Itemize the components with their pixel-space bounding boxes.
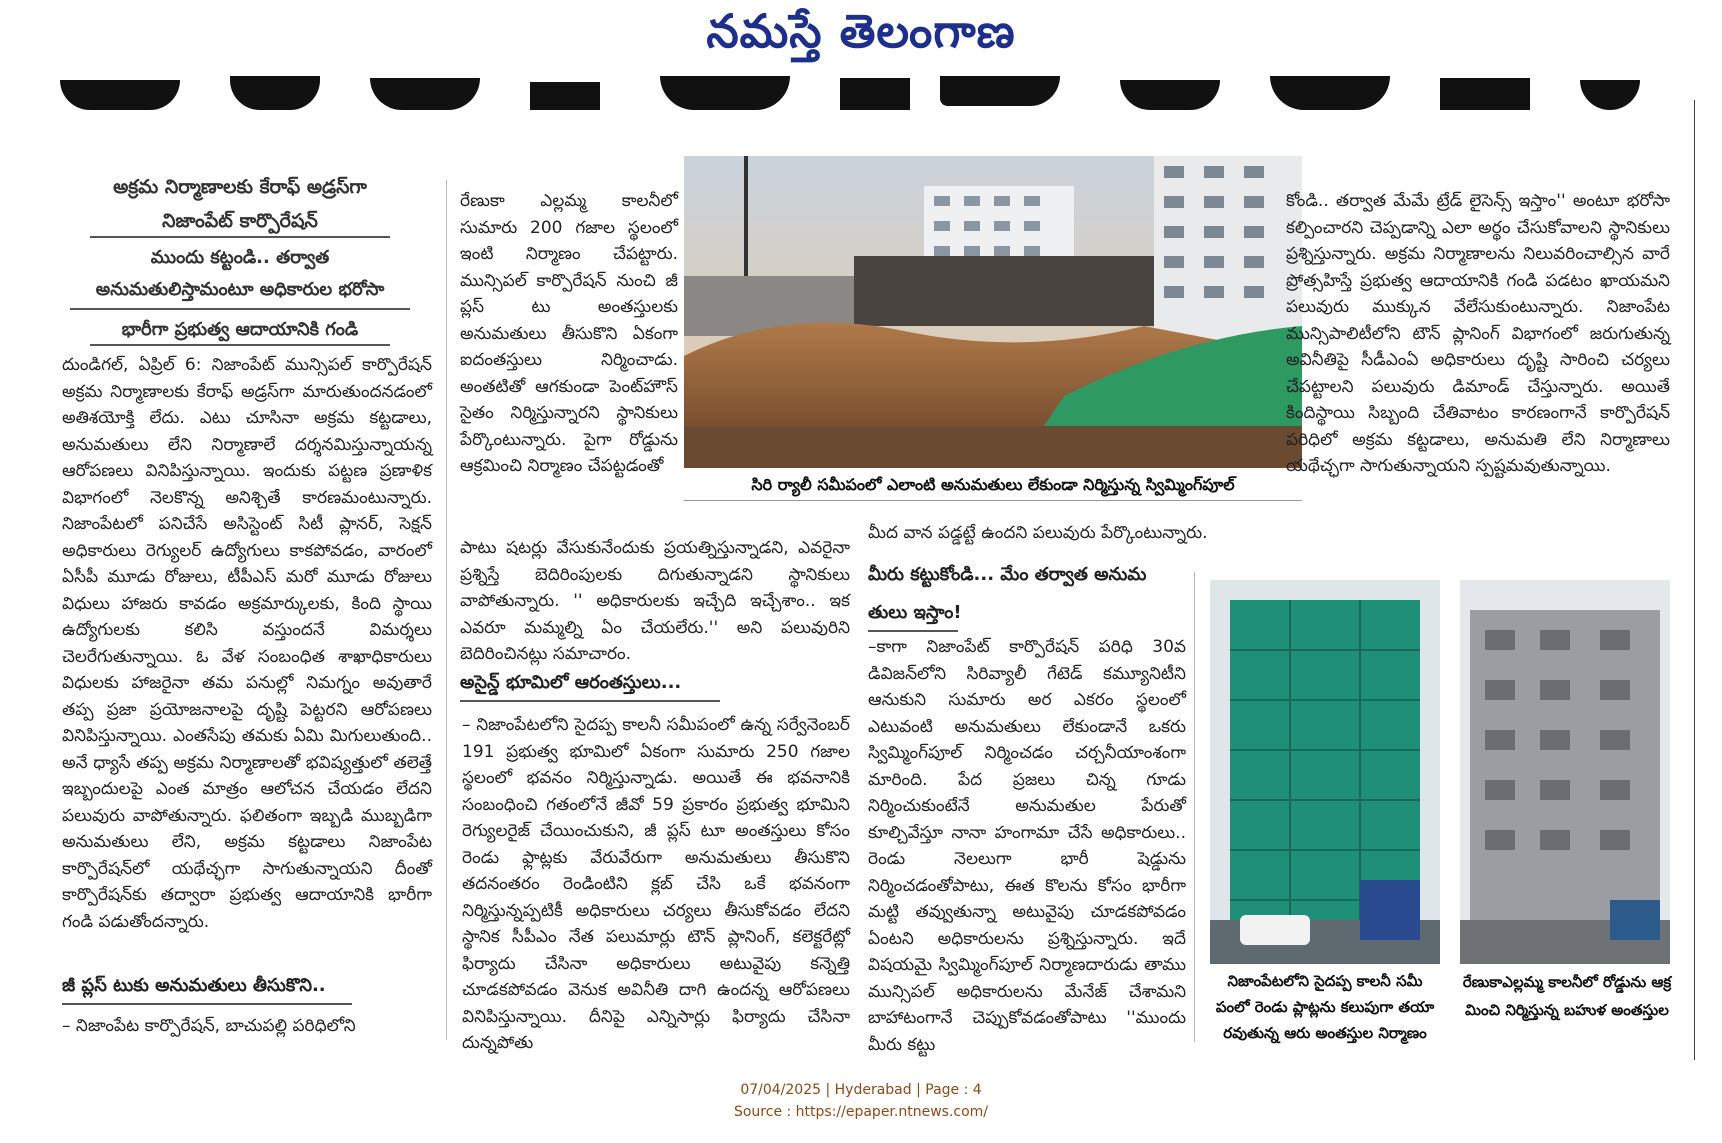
column-1-body [62,352,432,962]
headline-banner-cropped [60,76,1658,116]
divider [70,308,410,310]
kicker-line: అక్రమ నిర్మాణాలకు కేరాఫ్ అడ్రస్‌గా [113,176,367,198]
subhead-assigned-land: అసైన్డ్ భూమిలో ఆరంతస్తులు... [460,672,682,693]
divider [460,700,720,702]
masthead-logo: నమస్తే తెలంగాణ [706,4,1016,58]
footer-date-edition: 07/04/2025 | Hyderabad | Page : 4 [740,1082,982,1098]
column-4-body [1286,188,1670,548]
article-paragraph: పాటు షటర్లు వేసుకునేందుకు ప్రయత్నిస్తున్నాడని, ఎవరైనా ప్రశ్నిస్తే బెదిరింపులకు దిగుతున్నాడని స్థానికులు వాపోతున్నారు. '' అధికారులకు ఇచ్చేది ఇచ్చేశాం.. ఇక ఎవరూ మమ్మల్ని ఏం చేయలేరు.'' అని పలువురిని బెదిరించినట్లు సమాచారం. [460,538,850,664]
divider [90,344,390,346]
photo-renuka-colony-building [1460,580,1670,964]
deck [60,242,420,306]
footer-source[interactable]: Source : https://epaper.ntnews.com/ [733,1104,989,1120]
article-paragraph: దుండిగల్, ఏప్రిల్ 6: నిజాంపేట్ మున్సిపల్ కార్పొరేషన్ అక్రమ నిర్మాణాలకు కేరాఫ్ అడ్రస్‌గా మారుతుందనడంలో అతిశయోక్తి లేదు. ఎటు చూసినా అక్రమ కట్టడాలు, అనుమతులు లేని నిర్మాణాలే దర్శనమిస్తున్నాయన్న ఆరోపణలు వినిపిస్తున్నాయి. ఇందుకు పట్టణ ప్రణాళిక విభాగంలో నెలకొన్న అనిశ్చితే కారణమంటున్నారు. నిజాంపేటలో పనిచేసే అసిస్టెంట్ సిటీ ప్లానర్, సెక్షన్ అధికారులు రెగ్యులర్ ఉద్యోగులు కాకపోవడం, వారంలో ఏసీపీ మూడు రోజులు, టీపీఎస్ మరో మూడు రోజులు విధులు హాజరు కావడం అక్రమార్కులకు, కింది స్థాయి ఉద్యోగులకు కలిసి వస్తుందనే విమర్శలు చెలరేగుతున్నాయి. ఓ వేళ సంబంధిత శాఖాధికారులు విధులకు హాజరైనా తమ పనుల్లో నిమగ్నం అవుతారే తప్ప ప్రజా ప్రయోజనాలపై దృష్టి పెట్టరని ఆరోపణలు వినిపిస్తున్నాయి. ఎంతసేపు తమకు ఏమి మిగులుతుంది.. అనే ధ్యాసే తప్ప అక్రమ నిర్మాణాలతో భవిష్యత్తులో తలెత్తే ఇబ్బందులపై ఎంత మాత్రం ఆలోచన చేయడం లేదని పలువురు వాపోతున్నారు. ఫలితంగా ఇబ్బడి ముబ్బడిగా అనుమతులు లేని, అక్రమ కట్టడాలు నిజాంపేట కార్పొరేషన్‌లో యథేచ్ఛగా సాగుతున్నాయని దీంతో కార్పొరేషన్‌కు తద్వారా ప్రభుత్వ ఆదాయానికి భారీగా గండి పడుతోందన్నారు. [62,355,432,932]
column-3-top [868,520,1258,548]
column-2-body [460,188,678,533]
column-2-continued [460,535,850,665]
photo-illustration [1460,580,1670,964]
column-1-tail [62,1013,432,1041]
photo1-caption: సిరి ర్యాలీ సమీపంలో ఎలాంటి అనుమతులు లేకుండా నిర్మిస్తున్న స్విమ్మింగ్‌పూల్ [751,475,1235,494]
caption-line: మించి నిర్మిస్తున్న బహుళ అంతస్తుల [1465,1001,1669,1019]
article-paragraph: –కాగా నిజాంపేట్ కార్పొరేషన్ పరిధి 30వ డివిజన్‌లోని సిరివ్యాలీ గేటెడ్ కమ్యూనిటీని ఆనుకుని సుమారు అర ఎకరం స్థలంలో ఎటువంటి అనుమతులు లేకుండానే ఒకరు స్విమ్మింగ్‌పూల్ నిర్మించడం చర్చనీయాంశంగా మారింది. పేద ప్రజలు చిన్న గూడు నిర్మించుకుంటేనే అనుమతుల పేరుతో కూల్చివేస్తూ నానా హంగామా చేసే అధికారులు.. రెండు నెలలుగా భారీ షెడ్డును నిర్మించడంతోపాటు, ఈత కొలను కోసం భారీగా మట్టి తవ్వుతున్నా అటువైపు చూడకపోవడం ఏంటని అధికారులను ప్రశ్నిస్తున్నారు. ఇదే విషయమై స్విమ్మింగ్‌పూల్ నిర్మాణదారుడు తాము మున్సిపల్ అధికారులను మేనేజ్ చేశామని బాహాటంగానే చెప్పుకోవడంతోపాటు ''ముందు మీరు కట్టు [868,637,1186,1055]
photo-illustration [1210,580,1440,964]
column-3-body [868,634,1186,1055]
photo3-caption [1456,968,1678,1024]
article-paragraph: రేణుకా ఎల్లమ్మ కాలనీలో సుమారు 200 గజాల స్థలంలో ఇంటి నిర్మాణం చేపట్టారు. మున్సిపల్ కార్పొరేషన్ నుంచి జీ ప్లస్ టు అంతస్తులకు అనుమతులు తీసుకొని ఏకంగా ఐదంతస్తులు నిర్మించాడు. అంతటితో ఆగకుండా పెంట్‌హౌస్ సైతం నిర్మిస్తున్నారని స్థానికులు పేర్కొంటున్నారు. పైగా రోడ్డును ఆక్రమించి నిర్మాణం చేపట్టడంతో [460,191,678,476]
column-rule [1194,572,1195,1042]
divider [684,500,1302,501]
photo-swimming-pool-site [684,156,1302,468]
divider [868,630,958,632]
caption-line: రేణుకాఎల్లమ్మ కాలనీలో రోడ్డును ఆక్ర [1462,973,1672,991]
kicker [60,170,420,238]
deck-line: అనుమతులిస్తామంటూ అధికారుల భరోసా [95,279,385,300]
deck-line: ముందు కట్టండి.. తర్వాత [150,247,330,268]
article-paragraph: మీద వాన పడ్డట్టే ఉందని పలువురు పేర్కొంటున్నారు. [868,523,1208,543]
divider [90,236,390,238]
caption-line: పంలో రెండు ప్లాట్లను కలుపుగా తయా [1215,998,1435,1016]
column-2-body-2 [462,712,850,1053]
photo-illustration [684,156,1302,468]
subhead-line: తులు ఇస్తాం! [868,602,962,623]
divider [62,1003,352,1005]
deck2: భారీగా ప్రభుత్వ ఆదాయానికి గండి [121,319,359,340]
caption-line: రవుతున్న ఆరు అంతస్తుల నిర్మాణం [1223,1024,1427,1042]
photo-saidappa-colony-building [1210,580,1440,964]
column-rule [446,180,447,1040]
article-paragraph: – నిజాంపేట కార్పొరేషన్, బాచుపల్లి పరిధిలోని [62,1016,356,1036]
subhead-build-first [868,556,1188,632]
article-paragraph: – నిజాంపేటలోని సైదప్ప కాలనీ సమీపంలో ఉన్న సర్వేనెంబర్ 191 ప్రభుత్వ భూమిలో ఏకంగా సుమారు 250 గజాల స్థలంలో భవనం నిర్మిస్తున్నాడు. అయితే ఈ భవనానికి సంబంధించి గతంలోనే జీవో 59 ప్రకారం ప్రభుత్వ భూమిని రెగ్యులరైజ్ చేయించుకుని, జీ ప్లస్ టూ అంతస్తులు కోసం రెండు ఫ్లాట్లకు వేరువేరుగా అనుమతులు తీసుకొని తదనంతరం రెండింటిని క్లబ్ చేసి ఒకే భవనంగా నిర్మిస్తున్నప్పటికీ అధికారులు చర్యలు తీసుకోవడం లేదని స్థానిక సీపీఎం నేత పలుమార్లు టౌన్ ప్లానింగ్, కలెక్టరేట్లో ఫిర్యాదు చేసినా అధికారులు అటువైపు కన్నెత్తి చూడకపోవడం వెనుక అవినీతి దాగి ఉందన్న ఆరోపణలు వినిపిస్తున్నాయి. దీనిపై ఎన్నిసార్లు ఫిర్యాదు చేసినా దున్నపోతు [462,715,850,1053]
caption-line: నిజాంపేటలోని సైదప్ప కాలనీ సమీ [1227,972,1423,990]
subhead-g-plus-two: జీ ప్లస్ టుకు అనుమతులు తీసుకొని.. [62,975,326,996]
subhead-line: మీరు కట్టుకోండి... మేం తర్వాత అనుమ [868,564,1147,585]
kicker-line: నిజాంపేట్ కార్పొరేషన్ [162,210,318,232]
page-edge-rule [1694,100,1695,1060]
article-paragraph: కోండి.. తర్వాత మేమే ట్రేడ్ లైసెన్స్ ఇస్తాం'' అంటూ భరోసా కల్పించారని చెప్పడాన్ని ఎలా అర్థం చేసుకోవాలని స్థానికులు ప్రశ్నిస్తున్నారు. అక్రమ నిర్మాణాలను నిలువరించాల్సిన వారే ప్రోత్సహిస్తే ప్రభుత్వ ఆదాయానికి గండి పడటం ఖాయమని పలువురు ముక్కున వేలేసుకుంటున్నారు. నిజాంపేట మున్సిపాలిటీలోని టౌన్ ప్లానింగ్ విభాగంలో జరుగుతున్న అవినీతిపై సీడీఎంఏ అధికారులు దృష్టి సారించి చర్యలు చేపట్టాలని పలువురు డిమాండ్ చేస్తున్నారు. అయితే కిందిస్థాయి సిబ్బంది చేతివాటం కారణంగానే కార్పొరేషన్ పరిధిలో అక్రమ కట్టడాలు, అనుమతి లేని నిర్మాణాలు యథేచ్ఛగా సాగుతున్నాయని స్పష్టమవుతున్నాయి. [1286,191,1670,476]
photo2-caption [1210,968,1440,1046]
